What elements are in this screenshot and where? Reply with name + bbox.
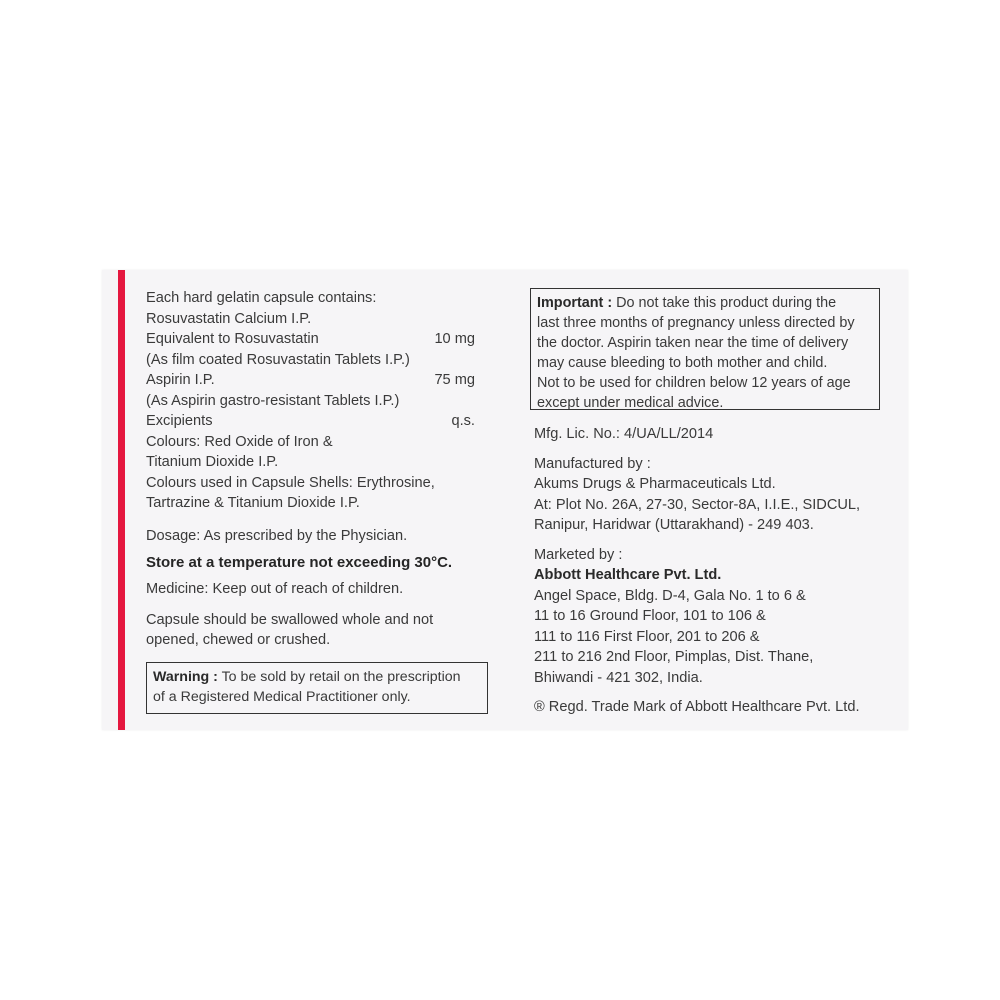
important-text-2: last three months of pregnancy unless directed by xyxy=(537,315,855,331)
storage-text: Store at a temperature not exceeding 30°C. xyxy=(146,554,453,571)
warning-text-1: To be sold by retail on the prescription xyxy=(217,669,461,685)
trademark-notice: ® Regd. Trade Mark of Abbott Healthcare Pvt. Ltd. xyxy=(534,699,860,715)
manufacturer-address-1: At: Plot No. 26A, 27-30, Sector-8A, I.I.E., SIDCUL, xyxy=(534,496,861,513)
manufactured-label: Manufactured by : xyxy=(534,455,651,472)
excipients-row xyxy=(146,411,491,432)
important-text-4: may cause bleeding to both mother and child. xyxy=(537,355,828,371)
composition-heading: Each hard gelatin capsule contains: xyxy=(146,290,377,306)
equivalent-row xyxy=(146,329,491,350)
important-box xyxy=(530,288,880,410)
aspirin-label: Aspirin I.P. xyxy=(146,372,215,388)
composition-column xyxy=(146,288,491,651)
medicine-text: Medicine: Keep out of reach of children. xyxy=(146,581,404,597)
composition-line-3: (As film coated Rosuvastatin Tablets I.P.) xyxy=(146,351,410,368)
marketer-address-5: Bhiwandi - 421 302, India. xyxy=(534,669,703,686)
composition-line-5: (As Aspirin gastro-resistant Tablets I.P.) xyxy=(146,392,400,409)
excipients-value: q.s. xyxy=(451,413,475,429)
marketer-address-2: 11 to 16 Ground Floor, 101 to 106 & xyxy=(534,608,766,624)
aspirin-value: 75 mg xyxy=(434,372,475,388)
capsule-line-1: Capsule should be swallowed whole and not xyxy=(146,611,434,628)
aspirin-row xyxy=(146,370,491,391)
red-edge-stripe xyxy=(118,270,125,730)
important-text-1: Do not take this product during the xyxy=(612,295,837,311)
marketed-label: Marketed by : xyxy=(534,546,623,563)
important-text-6: except under medical advice. xyxy=(537,395,724,411)
manufacturer-name: Akums Drugs & Pharmaceuticals Ltd. xyxy=(534,476,776,492)
marketer-address-3: 111 to 116 First Floor, 201 to 206 & xyxy=(534,628,760,645)
manufacturer-info xyxy=(534,424,884,718)
excipients-label: Excipients xyxy=(146,413,213,429)
colours-line-1: Colours: Red Oxide of Iron & xyxy=(146,433,333,450)
marketer-name: Abbott Healthcare Pvt. Ltd. xyxy=(534,567,722,583)
marketer-address-1: Angel Space, Bldg. D-4, Gala No. 1 to 6 & xyxy=(534,587,806,604)
equivalent-label: Equivalent to Rosuvastatin xyxy=(146,331,319,347)
warning-label: Warning : xyxy=(153,669,218,685)
equivalent-value: 10 mg xyxy=(434,331,475,347)
dosage-text: Dosage: As prescribed by the Physician. xyxy=(146,527,408,544)
important-label: Important : xyxy=(537,295,613,311)
colours-line-2: Titanium Dioxide I.P. xyxy=(146,454,279,470)
important-text-5: Not to be used for children below 12 years of age xyxy=(537,375,851,391)
manufacturer-address-2: Ranipur, Haridwar (Uttarakhand) - 249 403. xyxy=(534,517,814,533)
composition-line-1: Rosuvastatin Calcium I.P. xyxy=(146,310,312,327)
colours-line-4: Tartrazine & Titanium Dioxide I.P. xyxy=(146,495,360,511)
medicine-pack-back xyxy=(102,270,908,730)
capsule-line-2: opened, chewed or crushed. xyxy=(146,632,331,648)
warning-text-2: of a Registered Medical Practitioner only. xyxy=(153,689,411,705)
colours-line-3: Colours used in Capsule Shells: Erythrosine, xyxy=(146,474,435,491)
mfg-license: Mfg. Lic. No.: 4/UA/LL/2014 xyxy=(534,426,714,442)
warning-box xyxy=(146,662,488,714)
marketer-address-4: 211 to 216 2nd Floor, Pimplas, Dist. Thane, xyxy=(534,649,814,665)
important-text-3: the doctor. Aspirin taken near the time of delivery xyxy=(537,335,849,351)
